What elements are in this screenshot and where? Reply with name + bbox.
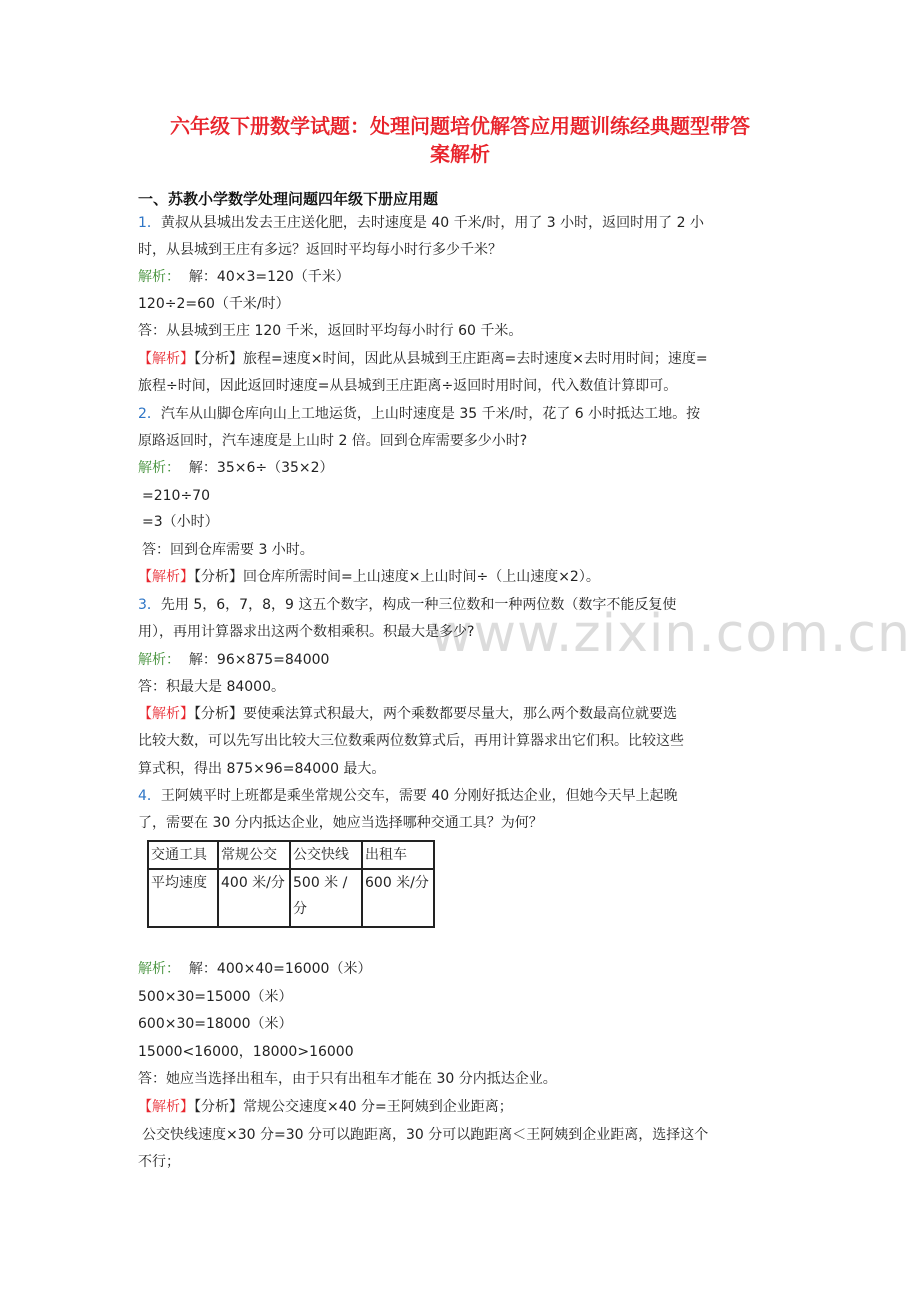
q1-number: 1． xyxy=(138,215,161,231)
q2-solution-line-1: 解析： 解：35×6÷（35×2） xyxy=(138,460,334,476)
jiexi-tag: 【解析】 xyxy=(138,706,194,722)
jiexi-label: 解析： xyxy=(138,460,180,476)
q4-solution-line-4: 15000<16000，18000>16000 xyxy=(138,1044,354,1060)
table-cell: 500 米 / 分 xyxy=(290,869,362,927)
fenxi-tag: 【分析】 xyxy=(194,706,243,722)
jiexi-tag: 【解析】 xyxy=(138,569,194,585)
q3-text-line-1: 3．先用 5，6，7，8，9 这五个数字，构成一种三位数和一种两位数（数字不能反复使 xyxy=(138,597,677,613)
fenxi-tag: 【分析】 xyxy=(194,569,243,585)
jiexi-tag: 【解析】 xyxy=(138,1099,194,1115)
jiexi-tag: 【解析】 xyxy=(138,351,194,367)
table-header-cell: 公交快线 xyxy=(290,841,362,869)
q4-analysis-line-3: 不行； xyxy=(138,1154,180,1170)
q1-text-line-1: 1．黄叔从县城出发去王庄送化肥，去时速度是 40 千米/时，用了 3 小时，返回时用了 2 小 xyxy=(138,215,704,231)
q1-analysis-line-2: 旅程÷时间，因此返回时速度=从县城到王庄距离÷返回时用时间，代入数值计算即可。 xyxy=(138,378,678,394)
q3-analysis-line-3: 算式积，得出 875×96=84000 最大。 xyxy=(138,761,386,777)
q3-analysis-line-1: 【解析】【分析】要使乘法算式积最大，两个乘数都要尽量大，那么两个数最高位就要选 xyxy=(138,706,677,722)
jiexi-label: 解析： xyxy=(138,269,180,285)
q4-solution-line-3: 600×30=18000（米） xyxy=(138,1016,293,1032)
q2-solution-line-3: =3（小时） xyxy=(142,514,219,530)
q1-solution-line-1: 解析： 解：40×3=120（千米） xyxy=(138,269,350,285)
q1-solution-line-2: 120÷2=60（千米/时） xyxy=(138,296,290,312)
watermark: www.zixin.com.cn xyxy=(430,604,911,664)
table-row xyxy=(148,869,434,927)
q4-solution-line-1: 解析： 解：400×40=16000（米） xyxy=(138,961,372,977)
q2-analysis-line-1: 【解析】【分析】回仓库所需时间=上山速度×上山时间÷（上山速度×2）。 xyxy=(138,569,600,585)
q1-text-line-2: 时，从县城到王庄有多远？返回时平均每小时行多少千米？ xyxy=(138,242,502,258)
table-cell: 600 米/分 xyxy=(362,869,434,927)
q3-analysis-line-2: 比较大数，可以先写出比较大三位数乘两位数算式后，再用计算器求出它们积。比较这些 xyxy=(138,733,684,749)
q2-solution-line-2: =210÷70 xyxy=(142,488,210,504)
table-header-cell: 出租车 xyxy=(362,841,434,869)
q4-analysis-line-1: 【解析】【分析】常规公交速度×40 分=王阿姨到企业距离； xyxy=(138,1099,513,1115)
section-heading: 一、苏教小学数学处理问题四年级下册应用题 xyxy=(138,190,439,208)
q4-analysis-line-2: 公交快线速度×30 分=30 分可以跑距离，30 分可以跑距离＜王阿姨到企业距离，选择这个 xyxy=(142,1127,709,1143)
q3-number: 3． xyxy=(138,597,161,613)
table-cell: 400 米/分 xyxy=(218,869,290,927)
table-header-cell: 交通工具 xyxy=(148,841,218,869)
q1-analysis-line-1: 【解析】【分析】旅程=速度×时间，因此从县城到王庄距离=去时速度×去时用时间；速度= xyxy=(138,351,708,367)
fenxi-tag: 【分析】 xyxy=(194,1099,243,1115)
q4-number: 4． xyxy=(138,788,161,804)
jiexi-label: 解析： xyxy=(138,961,180,977)
q4-solution-line-2: 500×30=15000（米） xyxy=(138,989,293,1005)
q2-answer: 答：回到仓库需要 3 小时。 xyxy=(142,542,314,558)
title-line-2: 案解析 xyxy=(430,142,490,166)
q4-text-line-1: 4．王阿姨平时上班都是乘坐常规公交车，需要 40 分刚好抵达企业，但她今天早上起晚 xyxy=(138,788,678,804)
q4-text-line-2: 了，需要在 30 分内抵达企业，她应当选择哪种交通工具？为何？ xyxy=(138,815,543,831)
title-line-1: 六年级下册数学试题：处理问题培优解答应用题训练经典题型带答 xyxy=(170,114,750,138)
q1-answer: 答：从县城到王庄 120 千米，返回时平均每小时行 60 千米。 xyxy=(138,323,523,339)
q2-text-line-2: 原路返回时，汽车速度是上山时 2 倍。回到仓库需要多少小时? xyxy=(138,433,528,449)
q3-answer: 答：积最大是 84000。 xyxy=(138,679,285,695)
table-row-label: 平均速度 xyxy=(148,869,218,927)
q3-solution-line-1: 解析： 解：96×875=84000 xyxy=(138,652,330,668)
transport-table xyxy=(147,840,435,928)
jiexi-label: 解析： xyxy=(138,652,180,668)
q3-text-line-2: 用），再用计算器求出这两个数相乘积。积最大是多少? xyxy=(138,624,475,640)
q2-text-line-1: 2．汽车从山脚仓库向山上工地运货，上山时速度是 35 千米/时，花了 6 小时抵达工地。按 xyxy=(138,406,701,422)
table-header-cell: 常规公交 xyxy=(218,841,290,869)
fenxi-tag: 【分析】 xyxy=(194,351,243,367)
q2-number: 2． xyxy=(138,406,161,422)
q4-answer: 答：她应当选择出租车，由于只有出租车才能在 30 分内抵达企业。 xyxy=(138,1071,557,1087)
page-title xyxy=(120,112,800,168)
table-header-row xyxy=(148,841,434,869)
